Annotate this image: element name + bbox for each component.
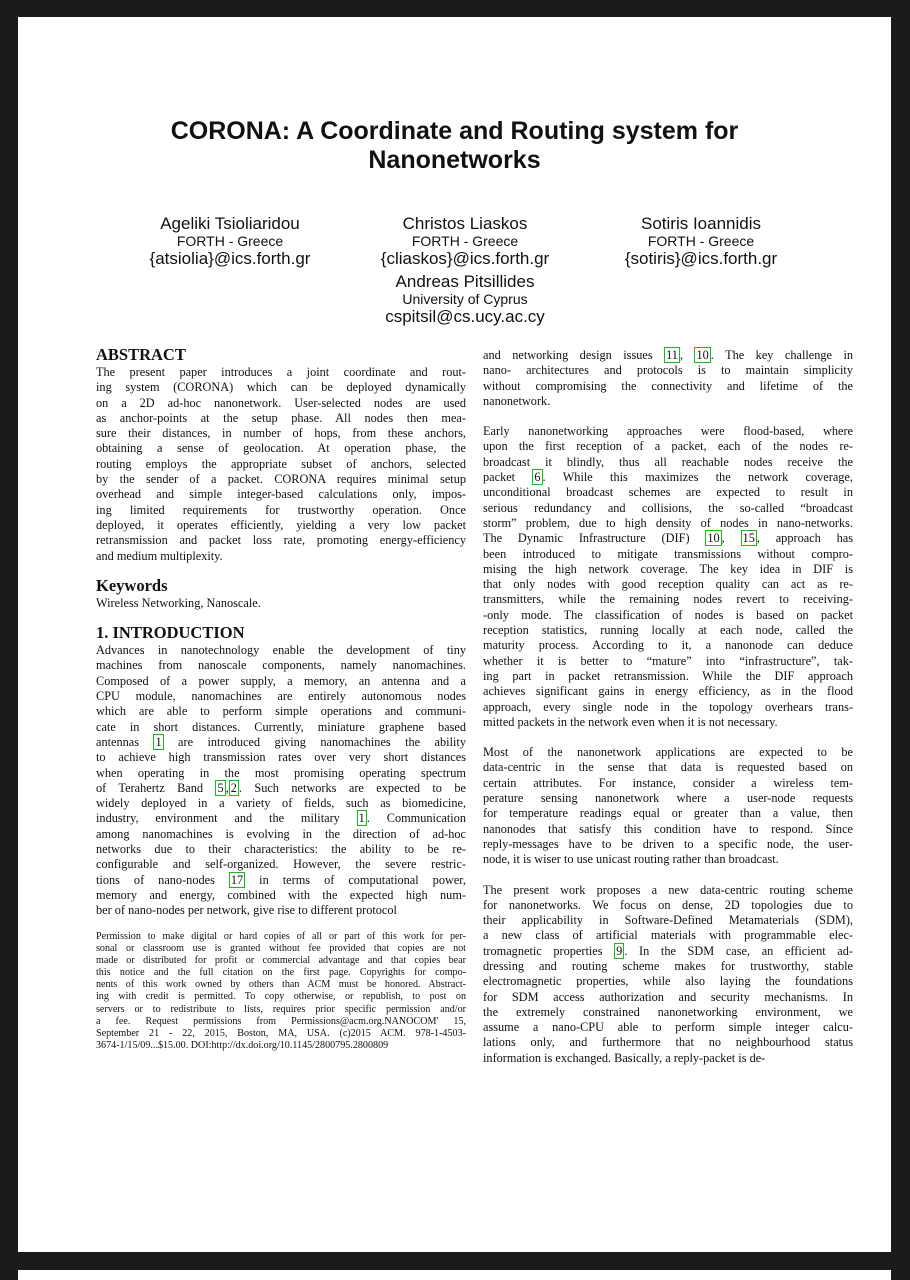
paragraph-data-centric xyxy=(483,745,853,867)
text-line: for nanonetworks. We focus on dense, 2D topologies due to xyxy=(483,897,853,912)
paragraph-design-issues xyxy=(483,348,853,409)
text-line: Permission to make digital or hard copies of all or part of this work for per- xyxy=(96,931,466,942)
author-email: cspitsil@cs.ucy.ac.cy xyxy=(385,307,545,326)
text-line: which are able to perform simple operations and communi- xyxy=(96,704,466,719)
text-line: by the sender of a packet. CORONA requires minimal setup xyxy=(96,472,466,487)
text-line: made or distributed for profit or commercial advantage and that copies bear xyxy=(96,955,466,967)
text-line: maturity process. According to it, a nanonode can deduce xyxy=(483,638,853,653)
text-line: nents of this work owned by others than ACM must be honored. Abstract- xyxy=(96,979,466,991)
text-line: nano- architectures and protocols is to maintain simplicity xyxy=(483,363,853,378)
text-line: Composed of a power supply, a memory, an antenna and a xyxy=(96,673,466,688)
text-line: The Dynamic Infrastructure (DIF) 10 , 15 , approach has xyxy=(483,531,853,546)
text-line: The present paper introduces a joint coordinate and rout- xyxy=(96,365,466,379)
citation-link[interactable]: 1 xyxy=(155,734,162,749)
text-line: as anchor-points at the setup phase. All nodes then mea- xyxy=(96,410,466,425)
citation-link[interactable]: 2 xyxy=(230,780,237,795)
text-line: Early nanonetworking approaches were flood-based, where xyxy=(483,424,853,439)
abstract-body xyxy=(96,365,466,564)
text-line: servers or to redistribute to lists, requires prior specific permission and/or xyxy=(96,1003,466,1015)
text-line: nanonodes that satisfy this condition have to respond. Since xyxy=(483,821,853,836)
text-line: among nanomachines is evolving in the direction of ad-hoc xyxy=(96,826,466,841)
text-line: upon the first reception of a packet, each of the nodes re- xyxy=(483,439,853,454)
author-block-2 xyxy=(345,214,585,269)
keywords-text: Wireless Networking, Nanoscale. xyxy=(96,595,261,610)
text-line: of Terahertz Band 5 , 2 . Such networks are expected to be xyxy=(96,780,466,795)
text-line: mitted packets in the network even when it is not necessary. xyxy=(483,714,778,729)
citation-link[interactable]: 15 xyxy=(742,531,755,546)
author-name: Christos Liaskos xyxy=(402,214,528,233)
text-line: dressing and routing scheme makes for trustworthy, stable xyxy=(483,958,853,973)
text-line: when operating in the most promising operating spectrum xyxy=(96,765,466,780)
text-line: certain attributes. For instance, consider a wireless tem- xyxy=(483,775,853,790)
author-block-1 xyxy=(110,214,350,269)
text-line: widely deployed in a variety of fields, such as biomedicine, xyxy=(96,796,466,811)
citation-link[interactable]: 6 xyxy=(534,470,541,485)
text-line: the extremely constrained nanonetworking environment, we xyxy=(483,1004,853,1019)
text-line: transmitters, while the remaining nodes revert to receiving- xyxy=(483,592,853,607)
text-line: perature sensing nanonetwork where a user-node requests xyxy=(483,791,853,806)
text-line: that only nodes with good reception quality can act as re- xyxy=(483,577,853,592)
text-line: sure their distances, in number of hops, from these anchors, xyxy=(96,426,466,441)
author-email: {cliaskos}@ics.forth.gr xyxy=(380,249,550,268)
text-line: serious redundancy and collisions, the so-called “broadcast xyxy=(483,500,853,515)
text-line: machines from nanoscale components, namely nanomachines. xyxy=(96,658,466,673)
text-line: a new class of artificial materials with programmable elec- xyxy=(483,928,853,943)
author-email: {sotiris}@ics.forth.gr xyxy=(624,249,778,268)
right-column xyxy=(483,348,853,1066)
title-line-1: CORONA: A Coordinate and Routing system for xyxy=(170,117,739,145)
author-email: {atsiolia}@ics.forth.gr xyxy=(149,249,311,268)
text-line: to achieve high transmission rates over very short distances xyxy=(96,750,466,765)
author-block-4 xyxy=(345,272,585,327)
text-line: achieves significant gains in energy efficiency, as in the flood xyxy=(483,684,853,699)
author-name: Andreas Pitsillides xyxy=(395,272,535,291)
text-line: ing limited requirements for trustworthy operation. Once xyxy=(96,502,466,517)
title-line-2: Nanonetworks xyxy=(368,146,541,174)
text-line: ing with credit is permitted. To copy otherwise, or republish, to post on xyxy=(96,991,466,1003)
text-line: retransmission and packet loss rate, promoting energy-efficiency xyxy=(96,533,466,548)
text-line: broadcast it blindly, thus all reachable nodes receive the xyxy=(483,454,853,469)
text-line: electromagnetic properties, while also laying the foundations xyxy=(483,974,853,989)
text-line: memory and energy, combined with the expected high num- xyxy=(96,887,466,902)
text-line: for SDM access authorization and security mechanisms. In xyxy=(483,989,853,1004)
text-line: data-centric in the sense that data is requested based on xyxy=(483,760,853,775)
paragraph-proposal xyxy=(483,883,853,1067)
text-line: ber of nano-nodes per network, give rise to different protocol xyxy=(96,903,397,918)
citation-link[interactable]: 11 xyxy=(666,348,678,362)
text-line: their applicability in Software-Defined Metamaterials (SDM), xyxy=(483,913,853,928)
text-line: overhead and simple integer-based calculations only, impos- xyxy=(96,487,466,502)
author-affiliation: FORTH - Greece xyxy=(176,233,284,249)
text-line: tromagnetic properties 9 . In the SDM case, an efficient ad- xyxy=(483,943,854,958)
author-block-3 xyxy=(581,214,821,269)
citation-link[interactable]: 1 xyxy=(358,811,365,826)
citation-link[interactable]: 5 xyxy=(217,780,224,795)
text-line: September 21 - 22, 2015, Boston, MA, USA. (c)2015 ACM. 978-1-4503- xyxy=(96,1027,466,1039)
abstract-heading: ABSTRACT xyxy=(96,345,186,364)
left-column xyxy=(96,345,466,919)
text-line: reply-messages have to be driven to a specific node, the user- xyxy=(483,836,853,851)
text-line: without compromising the connectivity and lifetime of the xyxy=(483,378,853,393)
author-affiliation: FORTH - Greece xyxy=(411,233,519,249)
text-line: a fee. Request permissions from Permissions@acm.org.NANOCOM' 15, xyxy=(96,1015,466,1027)
author-name: Sotiris Ioannidis xyxy=(640,214,761,233)
text-line: storm” problem, due to high density of nodes in nano-networks. xyxy=(483,515,853,530)
author-name: Ageliki Tsioliaridou xyxy=(160,214,300,233)
next-page-edge xyxy=(18,1270,891,1280)
text-line: node, it is wiser to use unicast routing rather than broadcast. xyxy=(483,852,779,867)
introduction-body xyxy=(96,643,466,918)
citation-link[interactable]: 10 xyxy=(707,531,720,546)
text-line: assume a nano-CPU able to perform simple integer calcu- xyxy=(483,1020,853,1035)
text-line: reception statistics, running locally at each node, called the xyxy=(483,623,853,638)
text-line: whether it is better to “mature” into “infrastructure”, tak- xyxy=(483,653,853,668)
text-line: configurable and self-organized. However, the severe restric- xyxy=(96,857,466,872)
text-line: ing part in packet retransmission. While the DIF approach xyxy=(483,668,853,683)
text-line: lations only, and furthermore that no neighbourhood status xyxy=(483,1035,853,1050)
citation-link[interactable]: 17 xyxy=(230,872,244,887)
text-line: mising the high network coverage. The key idea in DIF is xyxy=(483,561,853,576)
citation-link[interactable]: 10 xyxy=(696,348,709,362)
text-line: cate in short distances. Currently, miniature graphene based xyxy=(96,719,466,734)
introduction-heading: 1. INTRODUCTION xyxy=(96,623,245,643)
text-line: been introduced to mitigate transmissions without compro- xyxy=(483,546,853,561)
text-line: ing system (CORONA) which can be deployed dynamically xyxy=(96,380,466,395)
text-line: industry, environment and the military 1 . Communication xyxy=(96,811,466,826)
paper-title xyxy=(18,117,891,175)
text-line: networks due to their characteristics: the ability to be re- xyxy=(96,842,466,857)
text-line: for temperature readings equal or greater than a value, then xyxy=(483,806,853,821)
text-line: 3674-1/15/09...$15.00. DOI:http://dx.doi.org/10.1145/2800795.2800809 xyxy=(96,1039,389,1051)
citation-link[interactable]: 9 xyxy=(616,943,623,958)
text-line: this notice and the full citation on the first page. Copyrights for compo- xyxy=(96,967,466,979)
text-line: information is exchanged. Basically, a reply-packet is de- xyxy=(483,1050,766,1065)
text-line: CPU module, nanomachines are entirely autonomous nodes xyxy=(96,689,466,704)
author-affiliation: FORTH - Greece xyxy=(647,233,755,249)
text-line: The present work proposes a new data-centric routing scheme xyxy=(483,882,853,897)
paper-page xyxy=(18,17,891,1252)
text-line: obtaining a sense of geolocation. At operation phase, the xyxy=(96,441,466,456)
text-line: tions of nano-nodes 17 in terms of computational power, xyxy=(96,872,466,887)
text-line: and networking design issues 11 , 10 . The key challenge in xyxy=(483,348,854,362)
text-line: on a 2D ad-hoc nanonetwork. User-selected nodes are used xyxy=(96,395,466,410)
text-line: packet 6 . While this maximizes the network coverage, xyxy=(483,470,853,485)
text-line: deployed, it operates efficiently, yielding a very low packet xyxy=(96,517,466,532)
text-line: Most of the nanonetwork applications are expected to be xyxy=(483,745,853,760)
paragraph-flooding xyxy=(483,424,853,730)
keywords-heading: Keywords xyxy=(96,575,168,595)
permission-notice xyxy=(96,931,466,1052)
text-line: and medium multiplexity. xyxy=(96,548,223,563)
text-line: sonal or classroom use is granted without fee provided that copies are not xyxy=(96,943,466,955)
text-line: approach, every single node in the topology overhears trans- xyxy=(483,699,853,714)
text-line: nanonetwork. xyxy=(483,393,551,408)
author-affiliation: University of Cyprus xyxy=(402,291,528,307)
text-line: routing employs the appropriate subset of anchors, selected xyxy=(96,456,466,471)
text-line: antennas 1 are introduced giving nanomachines the ability xyxy=(96,734,466,749)
text-line: -only mode. The classification of nodes is based on packet xyxy=(483,607,853,622)
text-line: unconditional broadcast schemes are expected to result in xyxy=(483,485,853,500)
text-line: Advances in nanotechnology enable the development of tiny xyxy=(96,643,466,658)
